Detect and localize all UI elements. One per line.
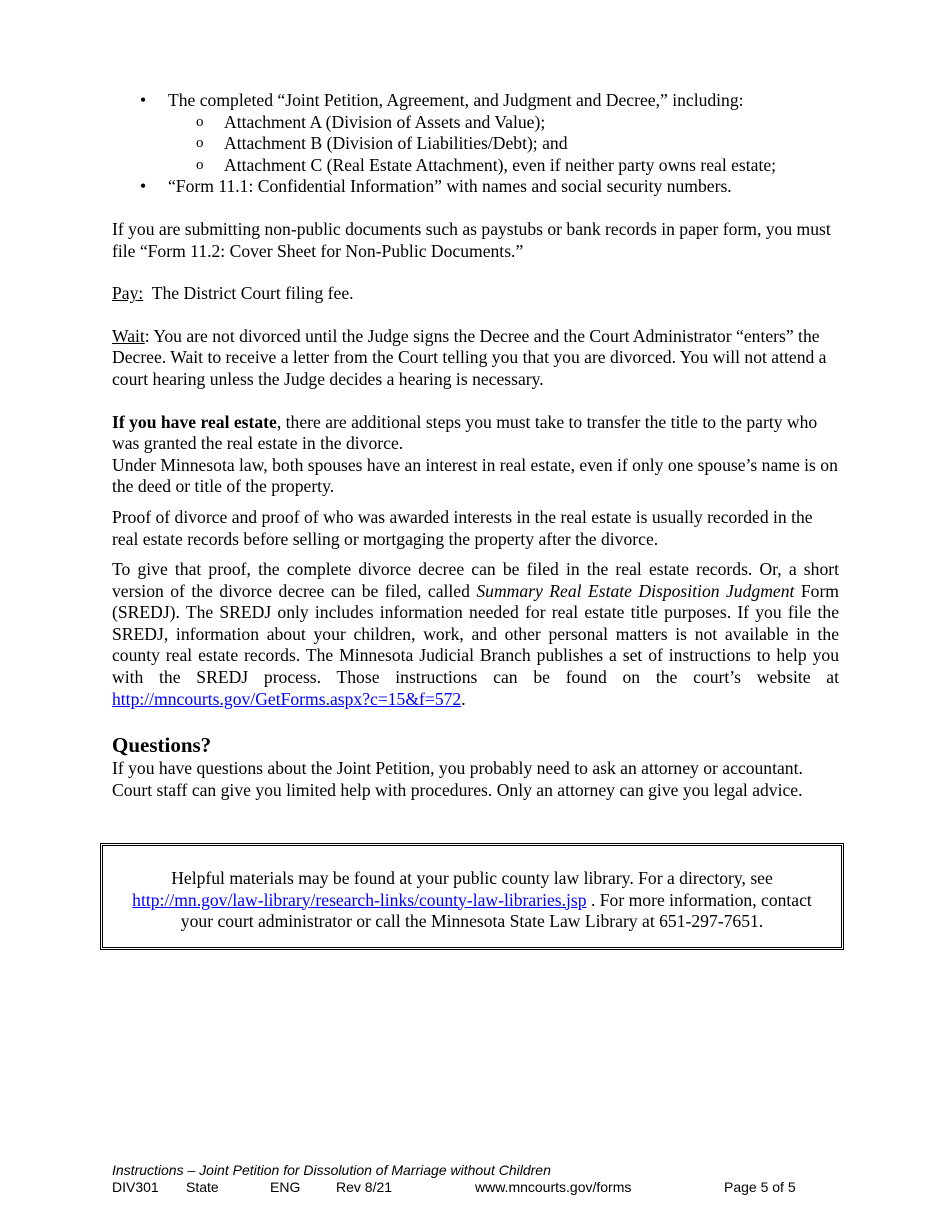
- law-library-notice-box: [100, 843, 844, 950]
- list-item: o Attachment C (Real Estate Attachment), even if neither party owns real estate;: [224, 155, 839, 177]
- footer-revision: Rev 8/21: [336, 1179, 393, 1195]
- pay-paragraph: [112, 283, 839, 305]
- list-item: o Attachment A (Division of Assets and Value);: [224, 112, 839, 134]
- wait-label: Wait: [112, 325, 145, 346]
- sredj-paragraph: [112, 559, 839, 710]
- footer-page-number: Page 5 of 5: [724, 1179, 796, 1195]
- wait-paragraph: [112, 326, 839, 391]
- list-item: o Attachment B (Division of Liabilities/Debt); and: [224, 133, 839, 155]
- real-estate-proof-paragraph: Proof of divorce and proof of who was awarded interests in the real estate is usually recorded in the real estate records before selling or mortgaging the property after the divorce.: [112, 506, 813, 549]
- real-estate-law-paragraph: Under Minnesota law, both spouses have an interest in real estate, even if only one spouse’s name is on the deed or title of the property.: [112, 454, 838, 497]
- notice-line-2: [111, 890, 833, 912]
- questions-heading: Questions?: [112, 733, 212, 758]
- notice-line-1: Helpful materials may be found at your public county law library. For a directory, see: [171, 868, 773, 888]
- footer-website: www.mncourts.gov/forms: [475, 1179, 632, 1195]
- sredj-end: .: [461, 688, 466, 709]
- pay-text: The District Court filing fee.: [151, 283, 354, 304]
- wait-text: : You are not divorced until the Judge signs the Decree and the Court Administrator “enters” the Decree. Wait to receive a letter from the Court telling you that you are divorced. You will not attend a court hearing unless the Judge decides a hearing is necessary.: [112, 325, 827, 389]
- attachments-list: [168, 112, 839, 177]
- list-item: • “Form 11.1: Confidential Information” with names and social security numbers.: [168, 176, 839, 198]
- notice-text: [103, 868, 841, 933]
- footer-language: ENG: [270, 1179, 301, 1195]
- petition-bullet-text: The completed “Joint Petition, Agreement, and Judgment and Decree,” including:: [168, 90, 744, 110]
- required-documents-list: [112, 90, 839, 198]
- main-content: [112, 90, 839, 801]
- page-footer: [112, 1162, 852, 1197]
- real-estate-rest: , there are additional steps you must take to transfer the title to the party who was granted the real estate in the divorce.: [112, 411, 818, 454]
- footer-meta-row: [112, 1179, 852, 1197]
- notice-after-link: . For more information, contact: [586, 889, 812, 910]
- sredj-text-1: To give that proof, the complete divorce decree can be filed in the real estate records. Or, a short version of the divorce decree can be filed, called: [112, 559, 839, 601]
- list-item: [168, 90, 839, 176]
- sredj-text-2: Form (SREDJ). The SREDJ only includes information needed for real estate title purposes. If you file the SREDJ, information about your children, work, and other personal matters is not available in the county real estate records. The Minnesota Judicial Branch publishes a set of instructions to help you with the SREDJ process. Those instructions can be found on the court’s website at: [112, 580, 839, 688]
- real-estate-bold: If you have real estate: [112, 411, 277, 432]
- footer-form-id: DIV301: [112, 1179, 159, 1195]
- law-library-link[interactable]: http://mn.gov/law-library/research-links/county-law-libraries.jsp: [132, 889, 587, 910]
- nonpublic-paragraph: If you are submitting non-public documents such as paystubs or bank records in paper form, you must file “Form 11.2: Cover Sheet for Non-Public Documents.”: [112, 218, 831, 261]
- footer-title: Instructions – Joint Petition for Dissolution of Marriage without Children: [112, 1162, 551, 1178]
- questions-paragraph: If you have questions about the Joint Petition, you probably need to ask an attorney or accountant. Court staff can give you limited help with procedures. Only an attorney can give you legal advice.: [112, 758, 803, 800]
- sredj-form-name: Summary Real Estate Disposition Judgment: [476, 580, 795, 601]
- pay-label: Pay:: [112, 283, 144, 304]
- notice-line-3: your court administrator or call the Minnesota State Law Library at 651-297-7651.: [180, 911, 764, 932]
- footer-type: State: [186, 1179, 219, 1195]
- real-estate-paragraph: [112, 412, 839, 455]
- sredj-link[interactable]: http://mncourts.gov/GetForms.aspx?c=15&f=572: [112, 688, 462, 709]
